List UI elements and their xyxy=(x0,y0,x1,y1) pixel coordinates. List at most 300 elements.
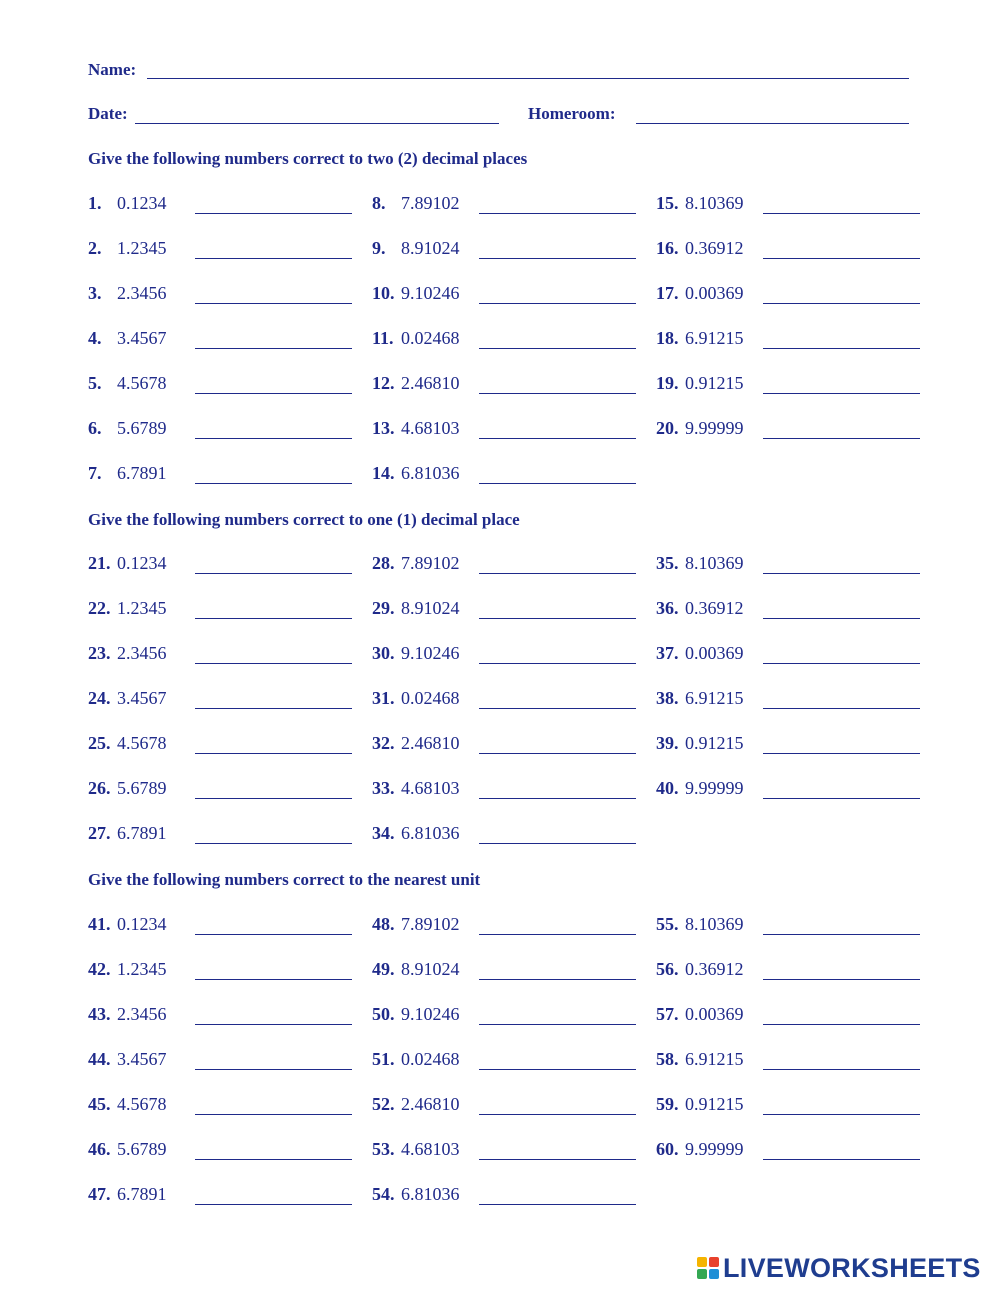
question-item-25 xyxy=(88,733,358,757)
answer-input-45[interactable] xyxy=(195,1091,354,1113)
question-number: 14. xyxy=(372,463,395,483)
question-number: 59. xyxy=(656,1094,679,1114)
question-value: 8.10369 xyxy=(685,914,744,934)
answer-input-13[interactable] xyxy=(479,415,638,437)
question-number: 37. xyxy=(656,643,679,663)
question-item-16 xyxy=(656,238,926,262)
answer-input-60[interactable] xyxy=(763,1136,922,1158)
question-item-7 xyxy=(88,463,358,487)
question-value: 5.6789 xyxy=(117,778,167,798)
question-number: 57. xyxy=(656,1004,679,1024)
answer-line xyxy=(763,753,920,754)
answer-line xyxy=(479,573,636,574)
question-number: 58. xyxy=(656,1049,679,1069)
question-value: 8.10369 xyxy=(685,553,744,573)
question-number: 50. xyxy=(372,1004,395,1024)
answer-line xyxy=(763,708,920,709)
question-number: 52. xyxy=(372,1094,395,1114)
question-value: 9.99999 xyxy=(685,778,744,798)
answer-line xyxy=(195,348,352,349)
question-number: 51. xyxy=(372,1049,395,1069)
answer-line xyxy=(479,663,636,664)
answer-input-55[interactable] xyxy=(763,911,922,933)
answer-line xyxy=(763,348,920,349)
question-item-51 xyxy=(372,1049,642,1073)
answer-input-4[interactable] xyxy=(195,325,354,347)
question-value: 6.7891 xyxy=(117,823,167,843)
answer-input-48[interactable] xyxy=(479,911,638,933)
question-value: 0.36912 xyxy=(685,959,744,979)
answer-input-18[interactable] xyxy=(763,325,922,347)
question-item-58 xyxy=(656,1049,926,1073)
question-number: 60. xyxy=(656,1139,679,1159)
question-value: 1.2345 xyxy=(117,959,167,979)
question-value: 8.91024 xyxy=(401,959,460,979)
section-title-nearest-unit: Give the following numbers correct to the nearest unit xyxy=(88,870,481,889)
answer-input-39[interactable] xyxy=(763,730,922,752)
answer-input-9[interactable] xyxy=(479,235,638,257)
answer-input-26[interactable] xyxy=(195,775,354,797)
answer-line xyxy=(195,979,352,980)
question-number: 7. xyxy=(88,463,102,483)
question-item-59 xyxy=(656,1094,926,1118)
question-value: 7.89102 xyxy=(401,553,460,573)
question-item-38 xyxy=(656,688,926,712)
question-number: 34. xyxy=(372,823,395,843)
question-value: 7.89102 xyxy=(401,914,460,934)
name-field[interactable] xyxy=(147,78,909,79)
answer-line xyxy=(763,618,920,619)
answer-input-42[interactable] xyxy=(195,956,354,978)
question-number: 53. xyxy=(372,1139,395,1159)
answer-input-16[interactable] xyxy=(763,235,922,257)
question-number: 29. xyxy=(372,598,395,618)
question-value: 9.99999 xyxy=(685,1139,744,1159)
answer-input-14[interactable] xyxy=(479,460,638,482)
question-value: 0.91215 xyxy=(685,733,744,753)
question-value: 8.91024 xyxy=(401,598,460,618)
question-value: 3.4567 xyxy=(117,1049,167,1069)
question-item-35 xyxy=(656,553,926,577)
question-item-8 xyxy=(372,193,642,217)
question-number: 25. xyxy=(88,733,111,753)
answer-line xyxy=(763,979,920,980)
question-number: 32. xyxy=(372,733,395,753)
answer-line xyxy=(763,1114,920,1115)
question-item-36 xyxy=(656,598,926,622)
question-value: 2.3456 xyxy=(117,643,167,663)
answer-input-57[interactable] xyxy=(763,1001,922,1023)
liveworksheets-logo-icon xyxy=(697,1257,719,1279)
question-value: 9.99999 xyxy=(685,418,744,438)
question-number: 45. xyxy=(88,1094,111,1114)
answer-line xyxy=(195,1069,352,1070)
answer-line xyxy=(479,213,636,214)
question-number: 1. xyxy=(88,193,102,213)
question-item-30 xyxy=(372,643,642,667)
answer-line xyxy=(195,258,352,259)
question-value: 0.00369 xyxy=(685,283,744,303)
question-value: 0.02468 xyxy=(401,328,460,348)
question-value: 0.1234 xyxy=(117,553,167,573)
question-value: 0.02468 xyxy=(401,1049,460,1069)
question-value: 4.5678 xyxy=(117,373,167,393)
question-number: 49. xyxy=(372,959,395,979)
question-item-55 xyxy=(656,914,926,938)
question-item-34 xyxy=(372,823,642,847)
question-value: 4.5678 xyxy=(117,733,167,753)
question-item-44 xyxy=(88,1049,358,1073)
question-number: 22. xyxy=(88,598,111,618)
answer-input-54[interactable] xyxy=(479,1181,638,1203)
answer-line xyxy=(195,798,352,799)
answer-input-58[interactable] xyxy=(763,1046,922,1068)
question-item-10 xyxy=(372,283,642,307)
answer-input-19[interactable] xyxy=(763,370,922,392)
question-item-1 xyxy=(88,193,358,217)
answer-input-47[interactable] xyxy=(195,1181,354,1203)
question-number: 20. xyxy=(656,418,679,438)
question-item-19 xyxy=(656,373,926,397)
question-value: 6.7891 xyxy=(117,463,167,483)
question-value: 0.36912 xyxy=(685,238,744,258)
answer-input-21[interactable] xyxy=(195,550,354,572)
question-number: 55. xyxy=(656,914,679,934)
question-value: 5.6789 xyxy=(117,418,167,438)
question-item-27 xyxy=(88,823,358,847)
answer-line xyxy=(479,798,636,799)
question-value: 6.7891 xyxy=(117,1184,167,1204)
question-number: 18. xyxy=(656,328,679,348)
question-item-21 xyxy=(88,553,358,577)
answer-input-2[interactable] xyxy=(195,235,354,257)
answer-line xyxy=(479,1024,636,1025)
answer-line xyxy=(195,934,352,935)
answer-input-10[interactable] xyxy=(479,280,638,302)
question-number: 43. xyxy=(88,1004,111,1024)
question-item-53 xyxy=(372,1139,642,1163)
question-number: 40. xyxy=(656,778,679,798)
answer-line xyxy=(763,1024,920,1025)
question-item-46 xyxy=(88,1139,358,1163)
logo-square-yellow xyxy=(697,1257,707,1267)
answer-line xyxy=(479,438,636,439)
question-value: 0.1234 xyxy=(117,193,167,213)
question-item-45 xyxy=(88,1094,358,1118)
answer-input-7[interactable] xyxy=(195,460,354,482)
answer-input-24[interactable] xyxy=(195,685,354,707)
answer-line xyxy=(195,573,352,574)
logo-square-green xyxy=(697,1269,707,1279)
question-item-13 xyxy=(372,418,642,442)
question-value: 0.02468 xyxy=(401,688,460,708)
question-number: 12. xyxy=(372,373,395,393)
question-number: 42. xyxy=(88,959,111,979)
liveworksheets-logo xyxy=(697,1253,997,1287)
question-item-47 xyxy=(88,1184,358,1208)
answer-input-5[interactable] xyxy=(195,370,354,392)
answer-input-27[interactable] xyxy=(195,820,354,842)
answer-input-12[interactable] xyxy=(479,370,638,392)
question-value: 0.00369 xyxy=(685,1004,744,1024)
question-item-50 xyxy=(372,1004,642,1028)
question-item-6 xyxy=(88,418,358,442)
answer-input-30[interactable] xyxy=(479,640,638,662)
answer-line xyxy=(763,393,920,394)
question-value: 0.91215 xyxy=(685,373,744,393)
answer-input-15[interactable] xyxy=(763,190,922,212)
question-number: 11. xyxy=(372,328,394,348)
question-value: 9.10246 xyxy=(401,1004,460,1024)
question-item-15 xyxy=(656,193,926,217)
answer-line xyxy=(479,393,636,394)
question-number: 8. xyxy=(372,193,386,213)
question-number: 17. xyxy=(656,283,679,303)
logo-text: LIVEWORKSHEETS xyxy=(723,1253,981,1283)
answer-input-52[interactable] xyxy=(479,1091,638,1113)
answer-input-8[interactable] xyxy=(479,190,638,212)
question-item-40 xyxy=(656,778,926,802)
answer-input-1[interactable] xyxy=(195,190,354,212)
question-value: 1.2345 xyxy=(117,238,167,258)
question-item-33 xyxy=(372,778,642,802)
question-number: 24. xyxy=(88,688,111,708)
answer-input-6[interactable] xyxy=(195,415,354,437)
answer-input-36[interactable] xyxy=(763,595,922,617)
question-value: 2.46810 xyxy=(401,373,460,393)
question-number: 47. xyxy=(88,1184,111,1204)
answer-line xyxy=(195,438,352,439)
question-value: 7.89102 xyxy=(401,193,460,213)
answer-line xyxy=(479,258,636,259)
question-number: 56. xyxy=(656,959,679,979)
answer-line xyxy=(479,1159,636,1160)
answer-line xyxy=(195,843,352,844)
answer-input-56[interactable] xyxy=(763,956,922,978)
answer-line xyxy=(195,213,352,214)
question-value: 9.10246 xyxy=(401,283,460,303)
answer-line xyxy=(195,1114,352,1115)
answer-input-59[interactable] xyxy=(763,1091,922,1113)
question-item-57 xyxy=(656,1004,926,1028)
answer-line xyxy=(479,303,636,304)
answer-input-38[interactable] xyxy=(763,685,922,707)
answer-line xyxy=(763,798,920,799)
answer-line xyxy=(195,1204,352,1205)
question-value: 2.3456 xyxy=(117,1004,167,1024)
name-label: Name: xyxy=(88,60,137,79)
question-value: 2.46810 xyxy=(401,1094,460,1114)
answer-line xyxy=(479,708,636,709)
question-value: 8.91024 xyxy=(401,238,460,258)
question-item-24 xyxy=(88,688,358,712)
question-item-12 xyxy=(372,373,642,397)
question-number: 13. xyxy=(372,418,395,438)
question-number: 36. xyxy=(656,598,679,618)
question-number: 2. xyxy=(88,238,102,258)
answer-line xyxy=(479,843,636,844)
answer-line xyxy=(195,1024,352,1025)
date-field[interactable] xyxy=(135,123,499,124)
answer-input-41[interactable] xyxy=(195,911,354,933)
answer-input-31[interactable] xyxy=(479,685,638,707)
question-value: 3.4567 xyxy=(117,688,167,708)
question-item-18 xyxy=(656,328,926,352)
question-item-20 xyxy=(656,418,926,442)
question-number: 28. xyxy=(372,553,395,573)
answer-line xyxy=(195,393,352,394)
homeroom-field[interactable] xyxy=(636,123,909,124)
answer-line xyxy=(195,483,352,484)
question-item-22 xyxy=(88,598,358,622)
answer-input-33[interactable] xyxy=(479,775,638,797)
section-title-one-decimal-place: Give the following numbers correct to one (1) decimal place xyxy=(88,510,520,529)
answer-input-32[interactable] xyxy=(479,730,638,752)
answer-line xyxy=(763,213,920,214)
homeroom-label: Homeroom: xyxy=(528,104,616,123)
answer-line xyxy=(195,618,352,619)
question-item-52 xyxy=(372,1094,642,1118)
answer-line xyxy=(763,934,920,935)
question-value: 1.2345 xyxy=(117,598,167,618)
question-item-2 xyxy=(88,238,358,262)
question-value: 8.10369 xyxy=(685,193,744,213)
question-item-3 xyxy=(88,283,358,307)
answer-input-40[interactable] xyxy=(763,775,922,797)
question-number: 9. xyxy=(372,238,386,258)
question-number: 4. xyxy=(88,328,102,348)
answer-input-50[interactable] xyxy=(479,1001,638,1023)
question-item-28 xyxy=(372,553,642,577)
answer-line xyxy=(195,1159,352,1160)
answer-line xyxy=(763,1159,920,1160)
answer-input-34[interactable] xyxy=(479,820,638,842)
question-number: 3. xyxy=(88,283,102,303)
question-item-42 xyxy=(88,959,358,983)
question-item-56 xyxy=(656,959,926,983)
answer-input-20[interactable] xyxy=(763,415,922,437)
answer-input-23[interactable] xyxy=(195,640,354,662)
question-number: 16. xyxy=(656,238,679,258)
question-item-31 xyxy=(372,688,642,712)
question-number: 44. xyxy=(88,1049,111,1069)
answer-line xyxy=(763,663,920,664)
question-item-39 xyxy=(656,733,926,757)
answer-input-53[interactable] xyxy=(479,1136,638,1158)
question-value: 2.46810 xyxy=(401,733,460,753)
answer-input-11[interactable] xyxy=(479,325,638,347)
question-value: 0.36912 xyxy=(685,598,744,618)
answer-input-43[interactable] xyxy=(195,1001,354,1023)
question-number: 46. xyxy=(88,1139,111,1159)
question-value: 6.91215 xyxy=(685,1049,744,1069)
question-number: 33. xyxy=(372,778,395,798)
question-item-32 xyxy=(372,733,642,757)
date-label: Date: xyxy=(88,104,128,123)
question-value: 6.91215 xyxy=(685,328,744,348)
question-item-9 xyxy=(372,238,642,262)
question-item-4 xyxy=(88,328,358,352)
question-value: 0.91215 xyxy=(685,1094,744,1114)
answer-input-28[interactable] xyxy=(479,550,638,572)
question-item-49 xyxy=(372,959,642,983)
answer-line xyxy=(195,663,352,664)
answer-input-46[interactable] xyxy=(195,1136,354,1158)
answer-line xyxy=(479,979,636,980)
question-value: 0.1234 xyxy=(117,914,167,934)
question-number: 26. xyxy=(88,778,111,798)
answer-line xyxy=(479,753,636,754)
question-item-5 xyxy=(88,373,358,397)
answer-line xyxy=(763,258,920,259)
answer-line xyxy=(479,1204,636,1205)
answer-line xyxy=(763,438,920,439)
answer-input-3[interactable] xyxy=(195,280,354,302)
question-number: 21. xyxy=(88,553,111,573)
answer-input-17[interactable] xyxy=(763,280,922,302)
question-number: 6. xyxy=(88,418,102,438)
question-value: 5.6789 xyxy=(117,1139,167,1159)
answer-line xyxy=(195,708,352,709)
question-value: 6.91215 xyxy=(685,688,744,708)
answer-line xyxy=(479,1069,636,1070)
question-value: 0.00369 xyxy=(685,643,744,663)
answer-line xyxy=(763,1069,920,1070)
answer-line xyxy=(479,618,636,619)
answer-input-51[interactable] xyxy=(479,1046,638,1068)
answer-line xyxy=(479,1114,636,1115)
answer-input-22[interactable] xyxy=(195,595,354,617)
question-value: 6.81036 xyxy=(401,463,460,483)
question-item-11 xyxy=(372,328,642,352)
question-number: 48. xyxy=(372,914,395,934)
question-number: 23. xyxy=(88,643,111,663)
answer-input-35[interactable] xyxy=(763,550,922,572)
question-number: 39. xyxy=(656,733,679,753)
answer-line xyxy=(763,303,920,304)
question-number: 30. xyxy=(372,643,395,663)
question-item-29 xyxy=(372,598,642,622)
logo-square-red xyxy=(709,1257,719,1267)
question-number: 38. xyxy=(656,688,679,708)
answer-line xyxy=(195,303,352,304)
question-number: 54. xyxy=(372,1184,395,1204)
question-item-41 xyxy=(88,914,358,938)
question-item-60 xyxy=(656,1139,926,1163)
answer-line xyxy=(479,934,636,935)
answer-line xyxy=(763,573,920,574)
answer-line xyxy=(195,753,352,754)
question-value: 6.81036 xyxy=(401,823,460,843)
question-number: 35. xyxy=(656,553,679,573)
answer-input-29[interactable] xyxy=(479,595,638,617)
question-number: 15. xyxy=(656,193,679,213)
section-title-two-decimal-places: Give the following numbers correct to two (2) decimal places xyxy=(88,149,528,168)
question-number: 10. xyxy=(372,283,395,303)
answer-input-37[interactable] xyxy=(763,640,922,662)
question-number: 5. xyxy=(88,373,102,393)
question-item-37 xyxy=(656,643,926,667)
answer-input-49[interactable] xyxy=(479,956,638,978)
question-value: 4.5678 xyxy=(117,1094,167,1114)
logo-square-blue xyxy=(709,1269,719,1279)
answer-line xyxy=(479,483,636,484)
answer-line xyxy=(479,348,636,349)
answer-input-44[interactable] xyxy=(195,1046,354,1068)
answer-input-25[interactable] xyxy=(195,730,354,752)
question-item-26 xyxy=(88,778,358,802)
question-item-48 xyxy=(372,914,642,938)
